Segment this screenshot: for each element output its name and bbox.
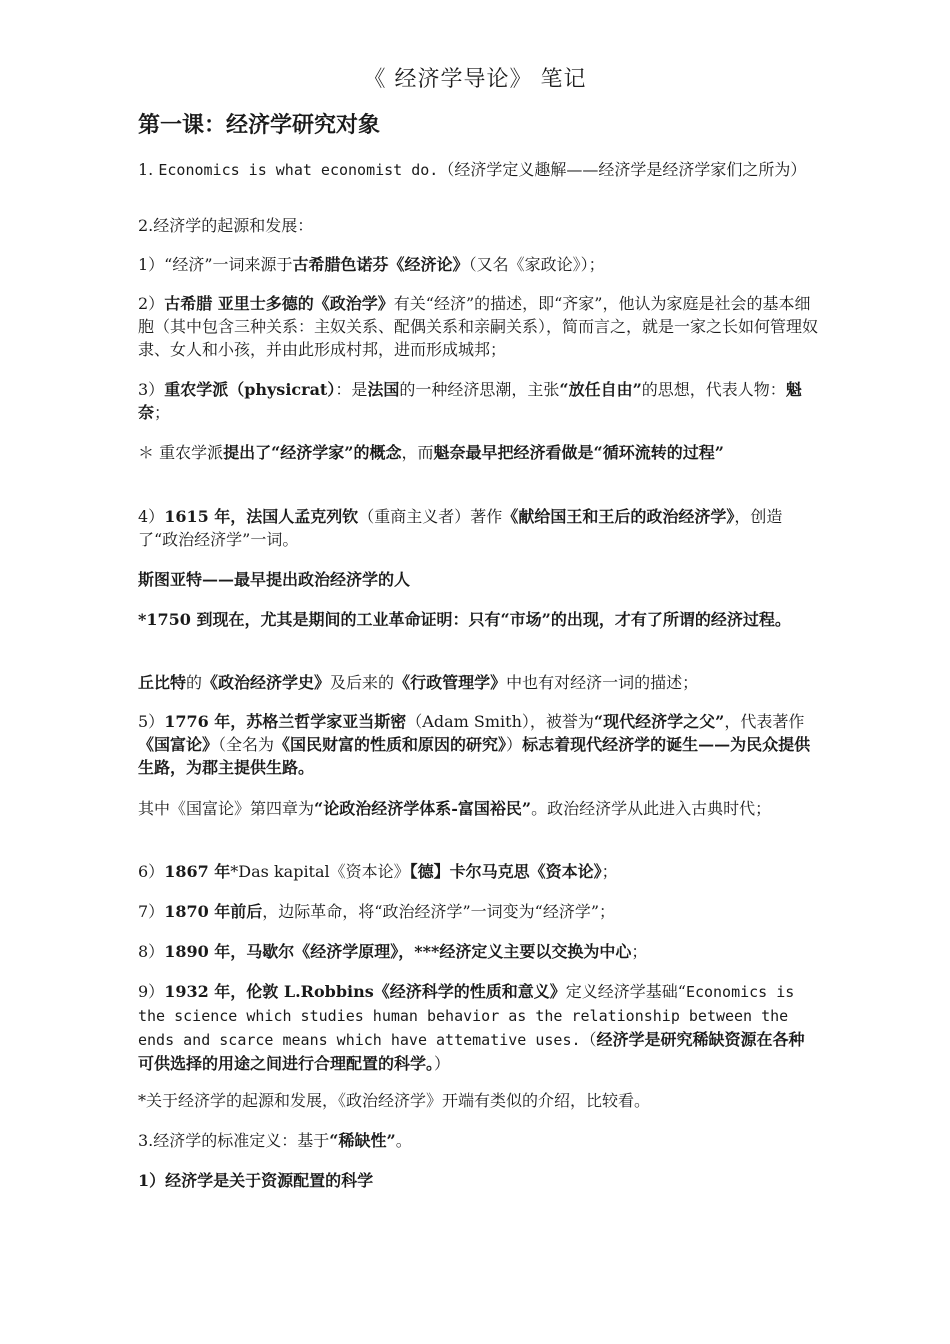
item-5: 5）1776 年，苏格兰哲学家亚当斯密（Adam Smith），被誉为“现代经济学之父”，代表著作《国富论》（全名为《国民财富的性质和原因的研究》）标志着现代经济学的诞生——为民众提供生路，为郡主提供生路。 bbox=[138, 712, 811, 777]
item-8: 8）1890 年，马歇尔《经济学原理》，***经济定义主要以交换为中心； bbox=[138, 942, 648, 961]
note-steuart: 斯图亚特——最早提出政治经济学的人 bbox=[138, 570, 411, 589]
item-6: 6）1867 年*Das kapital《资本论》【德】卡尔马克思《资本论》； bbox=[138, 862, 618, 881]
item-4: 4）1615 年，法国人孟克列钦（重商主义者）著作《献给国王和王后的政治经济学》，创造了“政治经济学”一词。 bbox=[138, 507, 783, 549]
lesson-heading: 第一课：经济学研究对象 bbox=[138, 112, 381, 138]
note-wealth-of-nations: 其中《国富论》第四章为“论政治经济学体系-富国裕民”。政治经济学从此进入古典时代； bbox=[138, 799, 772, 818]
section-3-heading: 3.经济学的标准定义：基于“稀缺性”。 bbox=[138, 1131, 412, 1150]
section-2-heading: 2.经济学的起源和发展： bbox=[138, 216, 314, 235]
paragraph-1: 1. Economics is what economist do.（经济学定义趣解——经济学是经济学家们之所为） bbox=[138, 160, 807, 179]
item-7: 7）1870 年前后，边际革命，将“政治经济学”一词变为“经济学”； bbox=[138, 902, 616, 921]
note-physiocrats: ＊ 重农学派提出了“经济学家”的概念，而魁奈最早把经济看做是“循环流转的过程” bbox=[138, 443, 724, 462]
item-1: 1）“经济”一词来源于古希腊色诺芬《经济论》（又名《家政论》）； bbox=[138, 255, 605, 274]
item-2: 2）古希腊 亚里士多德的《政治学》有关“经济”的描述，即“齐家”，他认为家庭是社会的基本细胞（其中包含三种关系：主奴关系、配偶关系和亲嗣关系），简而言之，就是一家之长如何管理奴隶、女人和小孩，并由此形成村邦，进而形成城邦； bbox=[138, 294, 819, 359]
note-qiubite: 丘比特的《政治经济学史》及后来的《行政管理学》中也有对经济一词的描述； bbox=[138, 673, 699, 692]
section-3-item-1: 1）经济学是关于资源配置的科学 bbox=[138, 1171, 374, 1190]
note-origin-compare: *关于经济学的起源和发展，《政治经济学》开端有类似的介绍，比较看。 bbox=[138, 1091, 651, 1110]
item-3: 3）重农学派（physicrat）：是法国的一种经济思潮，主张“放任自由”的思想，代表人物：魁奈； bbox=[138, 380, 802, 422]
document-title: 《 经济学导论》 笔记 bbox=[363, 67, 587, 92]
item-9: 9）1932 年，伦敦 L.Robbins《经济科学的性质和意义》定义经济学基础“Economics is the science which studies human behavior as the relationship between the ends and scarce means which have attemative uses.（经济学是研究稀缺资源在各种可供选择的用途之间进行合理配置的科学。） bbox=[138, 982, 805, 1073]
note-1750: *1750 到现在，尤其是期间的工业革命证明：只有“市场”的出现，才有了所谓的经济过程。 bbox=[138, 610, 791, 629]
